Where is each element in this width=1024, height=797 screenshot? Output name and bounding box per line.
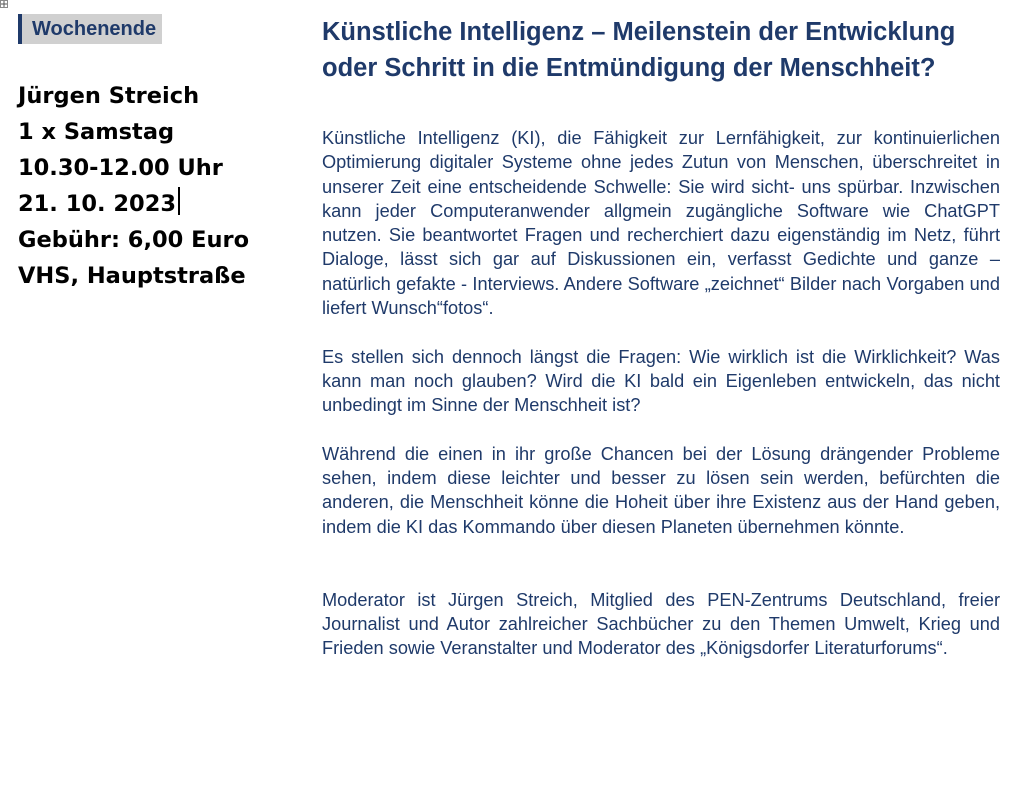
event-fee: Gebühr: 6,00 Euro	[18, 227, 250, 253]
event-sidebar	[18, 14, 298, 294]
event-date-line	[18, 186, 298, 222]
paragraph-intro: Künstliche Intelligenz (KI), die Fähigkeit zur Lernfähigkeit, zur kontinuierlichen Optimierung digitaler Systeme ohne jedes Zutun von Menschen, überschreitet in unserer Zeit eine entscheidende Schwelle: Sie wird sicht- uns spürbar. Inzwischen kann jeder Computeranwender allgmein zugängliche Software wie ChatGPT nutzen. Sie beantwortet Fragen und recherchiert dazu eigenständig im Netz, führt Dialoge, lässt sich gar auf Diskussionen ein, verfasst Gedichte und ganze – natürlich gefakte - Interviews. Andere Software „zeichnet“ Bilder nach Vorgaben und liefert Wunsch“fotos“.	[322, 128, 1000, 319]
move-handle-icon[interactable]	[0, 0, 8, 8]
event-date: 21. 10. 2023	[18, 191, 177, 217]
paragraph-moderator: Moderator ist Jürgen Streich, Mitglied des PEN-Zentrums Deutschland, freier Journalist und Autor zahlreicher Sachbücher zu den Themen Umwelt, Krieg und Frieden sowie Veranstalter und Moderator des „Königsdorfer Literaturforums“.	[322, 589, 1000, 659]
event-location: VHS, Hauptstraße	[18, 263, 246, 289]
session-count: 1 x Samstag	[18, 119, 175, 145]
article	[322, 14, 1000, 661]
event-details[interactable]	[18, 78, 298, 294]
article-title: Künstliche Intelligenz – Meilenstein der Entwicklung oder Schritt in die Entmündigung der Menschheit?	[322, 18, 956, 82]
article-body[interactable]	[322, 126, 1000, 661]
move-arrows-glyph	[1, 1, 7, 7]
speaker-name: Jürgen Streich	[18, 83, 200, 109]
text-cursor	[178, 187, 180, 215]
category-tag: Wochenende	[18, 14, 162, 44]
paragraph-perspectives: Während die einen in ihr große Chancen bei der Lösung drängender Probleme sehen, indem diese leichter und besser zu lösen sein werden, befürchten die anderen, die Menschheit könne die Hoheit über ihre Existenz aus der Hand geben, indem die KI das Kommando über diesen Planeten übernehmen könnte.	[322, 443, 1000, 537]
event-time: 10.30-12.00 Uhr	[18, 155, 223, 181]
paragraph-questions: Es stellen sich dennoch längst die Fragen: Wie wirklich ist die Wirklichkeit? Was kann man noch glauben? Wird die KI bald ein Eigenleben entwickeln, das nicht unbedingt im Sinne der Menschheit ist?	[322, 346, 1000, 416]
